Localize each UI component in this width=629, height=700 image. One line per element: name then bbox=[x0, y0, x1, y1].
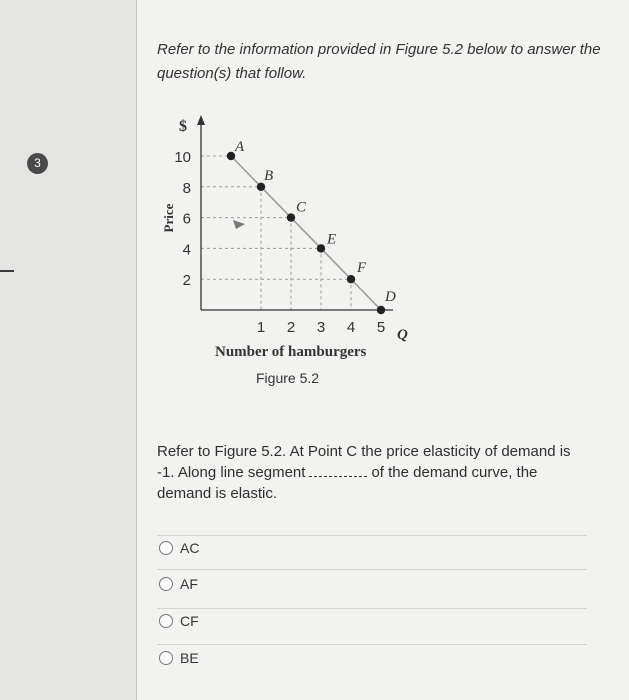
point-c-marker bbox=[287, 213, 295, 221]
option-af[interactable] bbox=[159, 576, 198, 592]
x-axis-end-label: Q bbox=[397, 327, 408, 343]
question-text bbox=[157, 441, 587, 504]
x-tick-label: 2 bbox=[286, 319, 296, 336]
question-text-part2: of the demand curve, the demand is elastic. bbox=[157, 464, 538, 502]
answer-blank bbox=[309, 463, 367, 477]
y-tick-label: 8 bbox=[182, 179, 191, 197]
radio-button[interactable] bbox=[159, 541, 173, 555]
point-f-marker bbox=[347, 275, 355, 283]
y-tick-label: 6 bbox=[182, 210, 191, 228]
cursor-arrow-icon bbox=[233, 220, 245, 229]
option-label: BE bbox=[180, 650, 199, 666]
point-a-marker bbox=[227, 152, 235, 160]
gridlines bbox=[201, 156, 381, 310]
y-tick-label: 2 bbox=[182, 272, 191, 290]
page-background-strip bbox=[0, 0, 136, 700]
point-f-label: F bbox=[357, 260, 367, 277]
divider bbox=[157, 644, 587, 645]
figure-caption: Figure 5.2 bbox=[256, 370, 320, 386]
x-tick-label: 4 bbox=[346, 319, 356, 336]
point-d-label: D bbox=[385, 289, 396, 305]
y-tick-label: 10 bbox=[174, 149, 191, 166]
option-ac[interactable] bbox=[159, 540, 199, 556]
x-tick-label: 3 bbox=[316, 319, 326, 336]
point-e-marker bbox=[317, 244, 325, 252]
radio-button[interactable] bbox=[159, 577, 173, 591]
divider bbox=[157, 535, 587, 536]
point-b-label: B bbox=[264, 167, 274, 184]
point-a-label: A bbox=[235, 139, 245, 155]
question-number-badge: 3 bbox=[27, 153, 48, 174]
point-e-label: E bbox=[327, 231, 337, 248]
point-c-label: C bbox=[296, 199, 307, 216]
option-label: AC bbox=[180, 540, 200, 556]
option-label: AF bbox=[180, 576, 198, 592]
figure-5-2-graph bbox=[143, 105, 443, 405]
edge-mark bbox=[0, 270, 14, 272]
x-axis-label: Number of hamburgers bbox=[215, 344, 367, 360]
x-tick-label: 1 bbox=[256, 319, 266, 336]
option-be[interactable] bbox=[159, 650, 199, 666]
intro-text: Refer to the information provided in Figure 5.2 below to answer the question(s) that follow. bbox=[157, 41, 601, 82]
divider bbox=[157, 608, 587, 609]
question-card bbox=[136, 0, 629, 700]
y-axis-arrow-icon bbox=[197, 115, 205, 125]
radio-button[interactable] bbox=[159, 614, 173, 628]
point-d-marker bbox=[377, 306, 385, 314]
option-label: CF bbox=[180, 613, 199, 629]
radio-button[interactable] bbox=[159, 651, 173, 665]
y-tick-label: 4 bbox=[182, 241, 191, 259]
y-axis-label: Price bbox=[161, 203, 176, 233]
option-cf[interactable] bbox=[159, 613, 199, 629]
divider bbox=[157, 569, 587, 570]
y-symbol: $ bbox=[179, 118, 187, 135]
question-text-part1: Refer to Figure 5.2. At Point C the price elasticity of demand is -1. Along line segment bbox=[157, 443, 571, 481]
demand-curve-line bbox=[231, 156, 381, 310]
point-b-marker bbox=[257, 183, 265, 191]
x-tick-label: 5 bbox=[376, 319, 386, 336]
